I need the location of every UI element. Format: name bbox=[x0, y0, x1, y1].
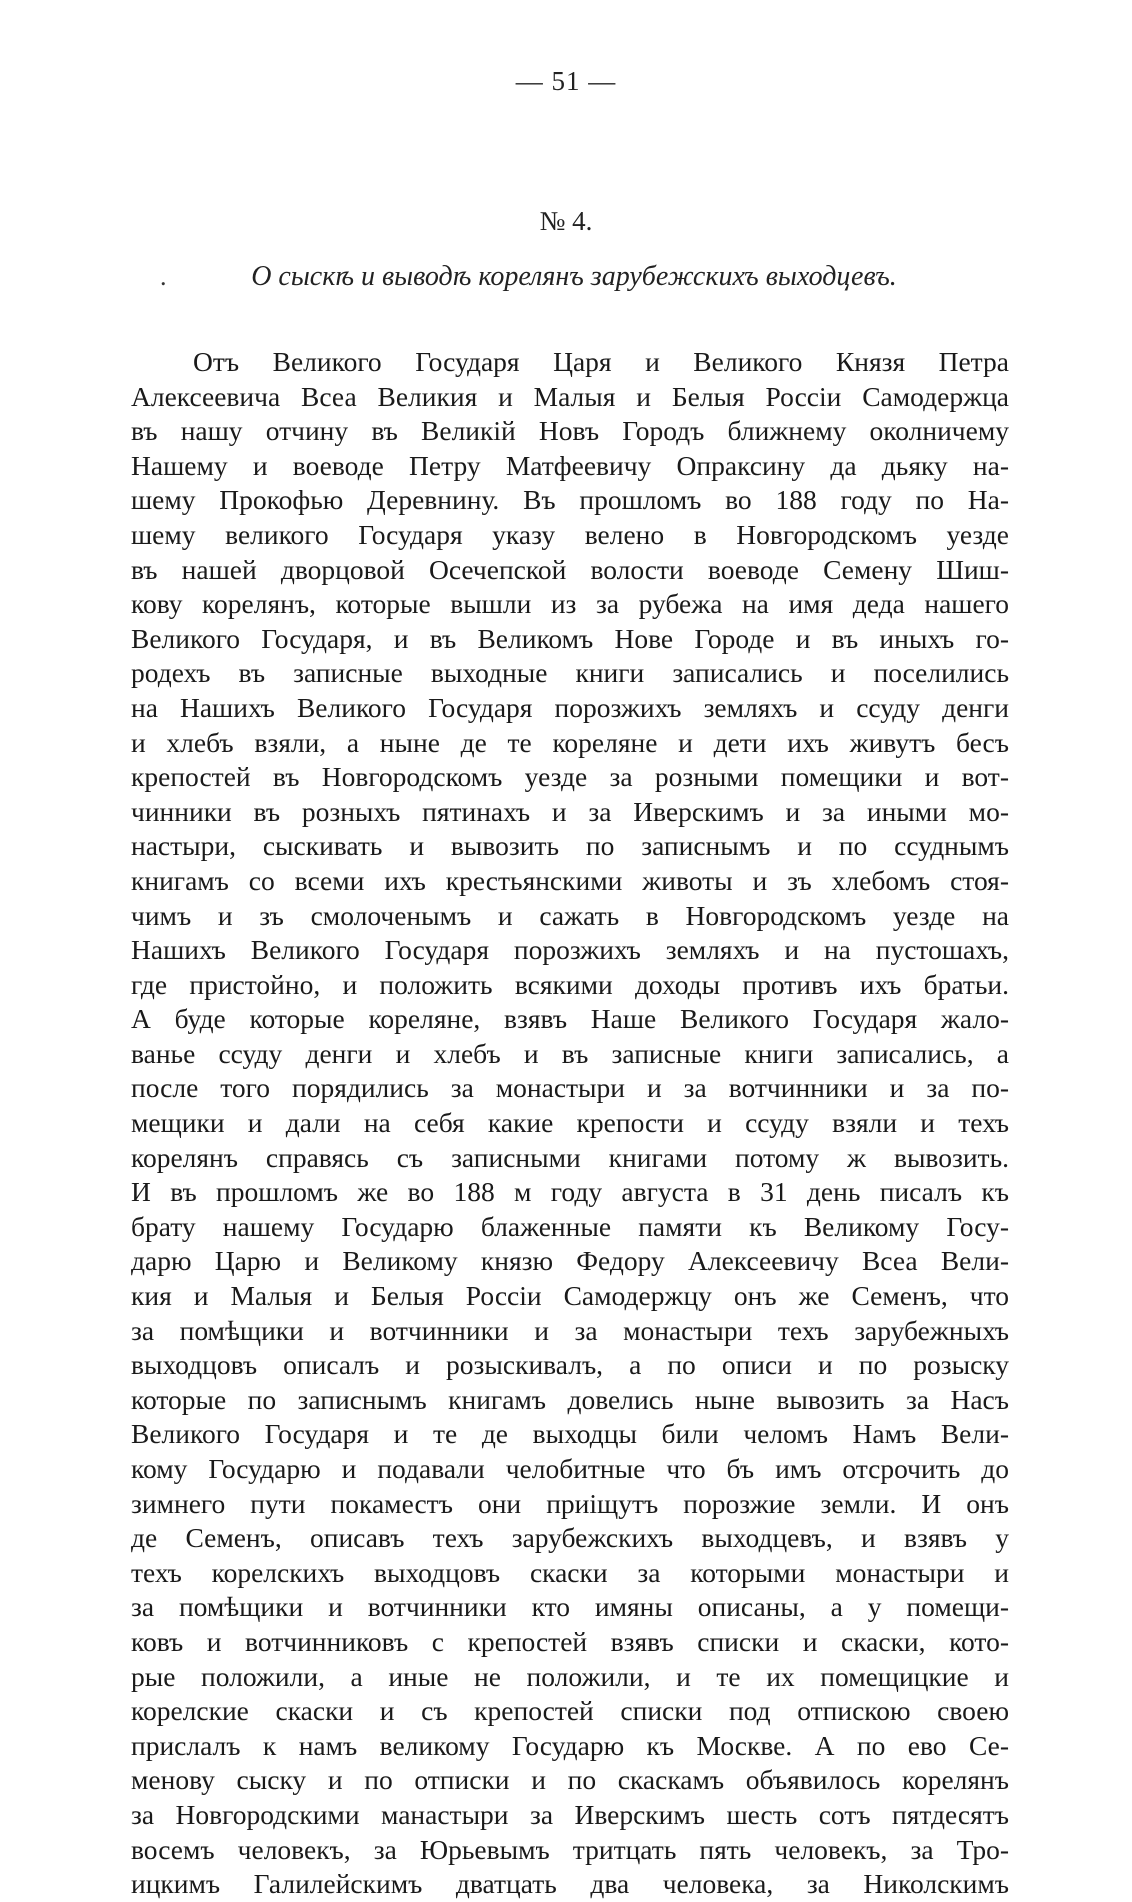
text-line: которые по записнымъ книгамъ довелись ныне вывозить за Насъ bbox=[131, 1383, 1009, 1415]
text-line: мещики и дали на себя какие крепости и ссуду взяли и техъ bbox=[131, 1107, 1009, 1139]
text-line: и хлебъ взяли, а ныне де те кореляне и дети ихъ живутъ бесъ bbox=[131, 726, 1009, 758]
text-line: А буде которые кореляне, взявъ Наше Великого Государя жало- bbox=[131, 1003, 1009, 1035]
text-line: родехъ въ записные выходные книги записались и поселились bbox=[131, 657, 1009, 689]
stray-mark: . bbox=[160, 262, 167, 291]
text-line: рые положили, а иные не положили, и те их помещицкие и bbox=[131, 1660, 1009, 1692]
text-line: корелянъ справясь съ записными книгами потому ж вывозить. bbox=[131, 1141, 1009, 1173]
text-line: чинники въ розныхъ пятинахъ и за Иверскимъ и за иными мо- bbox=[131, 795, 1009, 827]
text-line: за помѣщики и вотчинники кто имяны описаны, а у помещи- bbox=[131, 1591, 1009, 1623]
text-line: после того порядились за монастыри и за вотчинники и за по- bbox=[131, 1072, 1009, 1104]
text-line: Великого Государя и те де выходцы били челомъ Намъ Вели- bbox=[131, 1418, 1009, 1450]
text-line: ицкимъ Галилейскимъ дватцать два человека, за Николскимъ bbox=[131, 1868, 1009, 1900]
text-line: брату нашему Государю блаженные памяти къ Великому Госу- bbox=[131, 1210, 1009, 1242]
text-line: Алексеевича Всеа Великия и Малыя и Белыя Россіи Самодержца bbox=[131, 380, 1009, 412]
text-line: кову корелянъ, которые вышли из за рубежа на имя деда нашего bbox=[131, 588, 1009, 620]
text-line: кому Государю и подавали челобитные что бъ имъ отсрочить до bbox=[131, 1453, 1009, 1484]
text-line: въ нашу отчину въ Великій Новъ Городъ ближнему околничему bbox=[131, 415, 1009, 447]
text-line: кия и Малыя и Белыя Россіи Самодержцу онъ же Семенъ, что bbox=[131, 1280, 1009, 1312]
text-line: Отъ Великого Государя Царя и Великого Князя Петра bbox=[193, 346, 1009, 377]
document-title: О сыскѣ и выводѣ корелянъ зарубежскихъ выходцевъ. bbox=[251, 261, 897, 292]
text-line: Великого Государя, и въ Великомъ Нове Городе и въ иныхъ го- bbox=[131, 622, 1009, 654]
text-line: де Семенъ, описавъ техъ зарубежскихъ выходцевъ, и взявъ у bbox=[131, 1522, 1009, 1554]
text-line: техъ корелскихъ выходцовъ скаски за которыми монастыри и bbox=[131, 1556, 1009, 1588]
text-line: въ нашей дворцовой Осечепской волости воеводе Семену Шиш- bbox=[131, 553, 1009, 585]
page-number: — 51 — bbox=[515, 66, 617, 96]
text-line: И въ прошломъ же во 188 м году августа в 31 день писалъ къ bbox=[131, 1176, 1009, 1208]
text-line: шему великого Государя указу велено в Новгородскомъ уезде bbox=[131, 518, 1009, 550]
text-line: Нашихъ Великого Государя порозжихъ земляхъ и на пустошахъ, bbox=[131, 934, 1009, 966]
text-line: книгамъ со всеми ихъ крестьянскими животы и зъ хлебомъ стоя- bbox=[131, 864, 1009, 896]
text-line: корелские скаски и съ крепостей списки под отпискою своею bbox=[131, 1695, 1009, 1727]
text-line: настыри, сыскивать и вывозить по записнымъ и по ссуднымъ bbox=[131, 830, 1009, 862]
document-number: № 4. bbox=[539, 206, 593, 236]
text-line: зимнего пути покаместъ они приіщутъ порозжие земли. И онъ bbox=[131, 1487, 1009, 1519]
text-line: ковъ и вотчинниковъ с крепостей взявъ списки и скаски, кото- bbox=[131, 1625, 1009, 1657]
text-line: дарю Царю и Великому князю Федору Алексеевичу Всеа Вели- bbox=[131, 1245, 1009, 1277]
text-line: ванье ссуду денги и хлебъ и въ записные книги записались, а bbox=[131, 1037, 1009, 1069]
text-line: крепостей въ Новгородскомъ уезде за розными помещики и вот- bbox=[131, 761, 1009, 793]
text-line: прислалъ к намъ великому Государю къ Москве. А по ево Се- bbox=[131, 1729, 1009, 1761]
text-line: на Нашихъ Великого Государя порозжихъ земляхъ и ссуду денги bbox=[131, 691, 1009, 723]
text-line: за помѣщики и вотчинники и за монастыри техъ зарубежныхъ bbox=[131, 1314, 1009, 1346]
text-line: за Новгородскими манастыри за Иверскимъ шесть сотъ пятдесятъ bbox=[131, 1798, 1009, 1830]
text-line: выходцовъ описалъ и розыскивалъ, а по описи и по розыску bbox=[131, 1349, 1009, 1381]
text-line: где пристойно, и положить всякими доходы противъ ихъ братьи. bbox=[131, 968, 1009, 1000]
text-line: шему Прокофью Деревнину. Въ прошломъ во 188 году по На- bbox=[131, 484, 1009, 516]
text-line: менову сыску и по отписки и по скаскамъ объявилось корелянъ bbox=[131, 1764, 1009, 1796]
body-text bbox=[131, 345, 1009, 1902]
text-line: Нашему и воеводе Петру Матфеевичу Опраксину да дьяку на- bbox=[131, 449, 1009, 481]
text-line: восемъ человекъ, за Юрьевымъ тритцать пять человекъ, за Тро- bbox=[131, 1833, 1009, 1865]
text-line: чимъ и зъ смолоченымъ и сажать в Новгородскомъ уезде на bbox=[131, 899, 1009, 931]
